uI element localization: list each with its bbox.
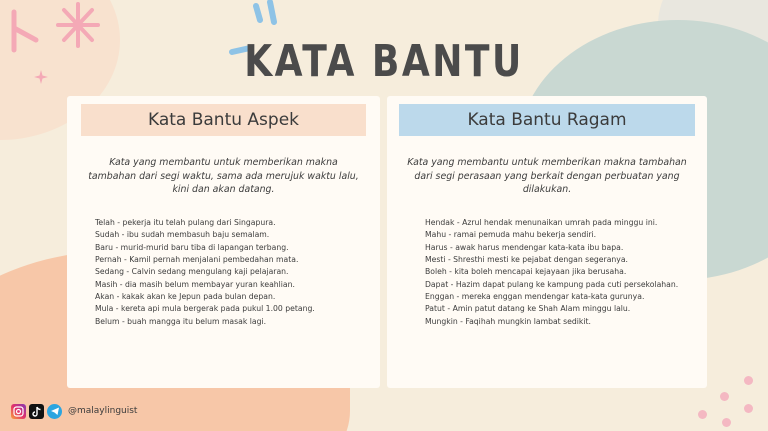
list-item: Sudah - ibu sudah membasuh baju semalam. [95,230,270,240]
social-footer [11,403,137,419]
card-heading: Kata Bantu Ragam [399,104,695,136]
list-item: Patut - Amin patut datang ke Shah Alam minggu lalu. [425,304,631,314]
list-item: Harus - awak harus mendengar kata-kata ibu bapa. [425,242,624,252]
list-item: Pernah - Kamil pernah menjalani pembedahan mata. [95,255,299,265]
card-kata-bantu-ragam [387,96,707,388]
telegram-icon[interactable] [47,404,62,419]
example-list [95,217,372,328]
instagram-icon[interactable] [11,404,26,419]
list-item: Hendak - Azrul hendak menunaikan umrah pada minggu ini. [425,218,658,227]
list-item: Mahu - ramai pemuda mahu bekerja sendiri. [425,230,597,240]
page-title: KATA BANTU [244,36,524,87]
list-item: Mungkin - Faqihah mungkin lambat sedikit. [425,316,591,326]
list-item: Belum - buah mangga itu belum masak lagi. [95,316,267,326]
social-handle[interactable]: @malaylinguist [68,406,138,416]
list-item: Sedang - Calvin sedang mengulang kaji pelajaran. [95,267,289,277]
card-kata-bantu-aspek [67,96,380,388]
card-heading: Kata Bantu Aspek [81,104,366,136]
list-item: Mula - kereta api mula bergerak pada pukul 1.00 petang. [95,304,315,314]
list-item: Masih - dia masih belum membayar yuran keahlian. [95,279,295,289]
list-item: Akan - kakak akan ke Jepun pada bulan depan. [95,292,276,302]
list-item: Dapat - Hazim dapat pulang ke kampung pada cuti persekolahan. [425,279,679,289]
star-icon [34,70,48,84]
list-item: Mesti - Shresthi mesti ke pejabat dengan segeranya. [425,255,628,265]
list-item: Boleh - kita boleh mencapai kejayaan jika berusaha. [425,267,627,277]
list-item: Enggan - mereka enggan mendengar kata-kata gurunya. [425,292,645,302]
example-list [425,217,699,328]
tiktok-icon[interactable] [29,404,44,419]
card-description: Kata yang membantu untuk memberikan makna tambahan dari segi perasaan yang berkait dengan perbuatan yang dilakukan. [407,157,687,195]
list-item: Telah - pekerja itu telah pulang dari Singapura. [95,218,276,227]
list-item: Baru - murid-murid baru tiba di lapangan terbang. [95,242,289,252]
card-description: Kata yang membantu untuk memberikan makna tambahan dari segi waktu, sama ada merujuk waktu lalu, kini dan akan datang. [88,157,359,195]
